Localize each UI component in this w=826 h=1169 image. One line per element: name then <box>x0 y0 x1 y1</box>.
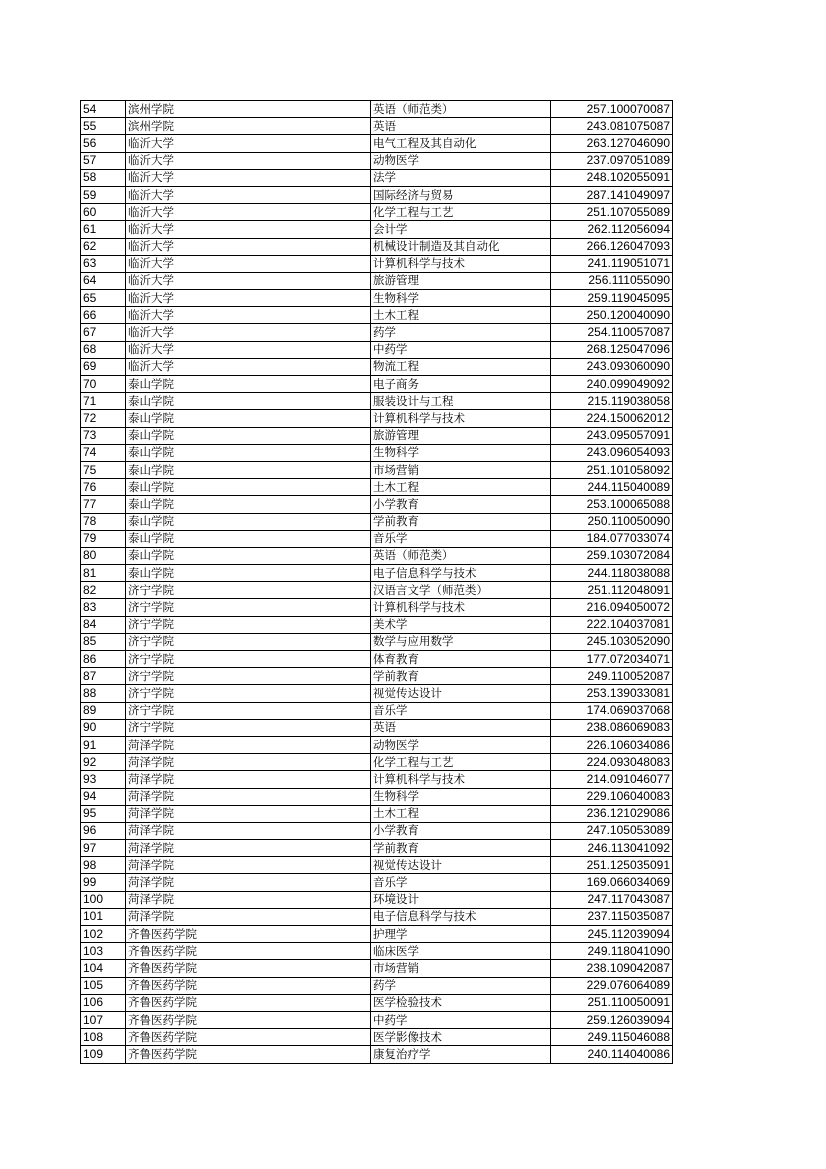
table-row <box>81 358 673 375</box>
score-cell: 226.106034086 <box>551 736 673 753</box>
table-row <box>81 926 673 943</box>
school-name-cell: 泰山学院 <box>126 547 371 564</box>
score-cell: 214.091046077 <box>551 771 673 788</box>
row-number-cell: 74 <box>81 444 126 461</box>
major-name-cell: 法学 <box>371 169 551 186</box>
major-name-cell: 学前教育 <box>371 668 551 685</box>
table-row <box>81 633 673 650</box>
table-row <box>81 530 673 547</box>
school-name-cell: 菏泽学院 <box>126 754 371 771</box>
table-row <box>81 152 673 169</box>
school-name-cell: 菏泽学院 <box>126 822 371 839</box>
table-row <box>81 754 673 771</box>
row-number-cell: 57 <box>81 152 126 169</box>
table-row <box>81 135 673 152</box>
major-name-cell: 护理学 <box>371 926 551 943</box>
table-row <box>81 513 673 530</box>
row-number-cell: 107 <box>81 1011 126 1028</box>
school-name-cell: 菏泽学院 <box>126 891 371 908</box>
school-name-cell: 齐鲁医药学院 <box>126 1011 371 1028</box>
score-cell: 243.081075087 <box>551 118 673 135</box>
score-cell: 250.120040090 <box>551 307 673 324</box>
major-name-cell: 市场营销 <box>371 960 551 977</box>
table-row <box>81 891 673 908</box>
row-number-cell: 70 <box>81 376 126 393</box>
school-name-cell: 泰山学院 <box>126 410 371 427</box>
table-row <box>81 668 673 685</box>
school-name-cell: 滨州学院 <box>126 101 371 118</box>
table-row <box>81 427 673 444</box>
score-cell: 253.139033081 <box>551 685 673 702</box>
school-name-cell: 齐鲁医药学院 <box>126 977 371 994</box>
school-name-cell: 泰山学院 <box>126 393 371 410</box>
major-name-cell: 电子商务 <box>371 376 551 393</box>
major-name-cell: 服装设计与工程 <box>371 393 551 410</box>
school-name-cell: 临沂大学 <box>126 135 371 152</box>
score-cell: 245.103052090 <box>551 633 673 650</box>
school-name-cell: 泰山学院 <box>126 427 371 444</box>
school-name-cell: 临沂大学 <box>126 255 371 272</box>
major-name-cell: 电子信息科学与技术 <box>371 565 551 582</box>
major-name-cell: 视觉传达设计 <box>371 857 551 874</box>
school-name-cell: 泰山学院 <box>126 496 371 513</box>
row-number-cell: 102 <box>81 926 126 943</box>
major-name-cell: 电气工程及其自动化 <box>371 135 551 152</box>
school-name-cell: 临沂大学 <box>126 186 371 203</box>
major-name-cell: 临床医学 <box>371 943 551 960</box>
row-number-cell: 98 <box>81 857 126 874</box>
row-number-cell: 82 <box>81 582 126 599</box>
score-cell: 259.119045095 <box>551 290 673 307</box>
row-number-cell: 108 <box>81 1029 126 1046</box>
row-number-cell: 60 <box>81 204 126 221</box>
table-row <box>81 221 673 238</box>
score-cell: 249.115046088 <box>551 1029 673 1046</box>
school-name-cell: 泰山学院 <box>126 513 371 530</box>
table-row <box>81 977 673 994</box>
school-name-cell: 泰山学院 <box>126 376 371 393</box>
score-cell: 243.096054093 <box>551 444 673 461</box>
major-name-cell: 英语（师范类） <box>371 101 551 118</box>
major-name-cell: 化学工程与工艺 <box>371 754 551 771</box>
row-number-cell: 63 <box>81 255 126 272</box>
row-number-cell: 95 <box>81 805 126 822</box>
score-cell: 251.112048091 <box>551 582 673 599</box>
row-number-cell: 100 <box>81 891 126 908</box>
table-row <box>81 719 673 736</box>
major-name-cell: 体育教育 <box>371 651 551 668</box>
table-row <box>81 840 673 857</box>
major-name-cell: 动物医学 <box>371 152 551 169</box>
school-name-cell: 泰山学院 <box>126 479 371 496</box>
major-name-cell: 计算机科学与技术 <box>371 771 551 788</box>
score-cell: 236.121029086 <box>551 805 673 822</box>
table-row <box>81 685 673 702</box>
row-number-cell: 92 <box>81 754 126 771</box>
school-name-cell: 临沂大学 <box>126 290 371 307</box>
major-name-cell: 中药学 <box>371 1011 551 1028</box>
score-cell: 243.095057091 <box>551 427 673 444</box>
score-cell: 266.126047093 <box>551 238 673 255</box>
school-name-cell: 济宁学院 <box>126 582 371 599</box>
table-row <box>81 857 673 874</box>
table-row <box>81 186 673 203</box>
major-name-cell: 土木工程 <box>371 805 551 822</box>
row-number-cell: 105 <box>81 977 126 994</box>
row-number-cell: 64 <box>81 272 126 289</box>
school-name-cell: 济宁学院 <box>126 719 371 736</box>
school-name-cell: 齐鲁医药学院 <box>126 926 371 943</box>
score-cell: 237.097051089 <box>551 152 673 169</box>
major-name-cell: 英语 <box>371 719 551 736</box>
major-name-cell: 旅游管理 <box>371 272 551 289</box>
score-cell: 248.102055091 <box>551 169 673 186</box>
major-name-cell: 医学检验技术 <box>371 994 551 1011</box>
score-cell: 237.115035087 <box>551 908 673 925</box>
score-cell: 229.106040083 <box>551 788 673 805</box>
row-number-cell: 54 <box>81 101 126 118</box>
row-number-cell: 89 <box>81 702 126 719</box>
school-name-cell: 菏泽学院 <box>126 788 371 805</box>
score-cell: 251.110050091 <box>551 994 673 1011</box>
score-cell: 244.115040089 <box>551 479 673 496</box>
school-name-cell: 济宁学院 <box>126 702 371 719</box>
school-name-cell: 临沂大学 <box>126 307 371 324</box>
table-row <box>81 101 673 118</box>
table-row <box>81 1029 673 1046</box>
school-name-cell: 菏泽学院 <box>126 874 371 891</box>
major-name-cell: 物流工程 <box>371 358 551 375</box>
score-cell: 263.127046090 <box>551 135 673 152</box>
major-name-cell: 小学教育 <box>371 496 551 513</box>
major-name-cell: 音乐学 <box>371 702 551 719</box>
school-name-cell: 泰山学院 <box>126 565 371 582</box>
major-name-cell: 计算机科学与技术 <box>371 599 551 616</box>
table-row <box>81 822 673 839</box>
score-cell: 241.119051071 <box>551 255 673 272</box>
table-row <box>81 771 673 788</box>
table-row <box>81 324 673 341</box>
major-name-cell: 计算机科学与技术 <box>371 255 551 272</box>
major-name-cell: 生物科学 <box>371 788 551 805</box>
school-name-cell: 济宁学院 <box>126 599 371 616</box>
major-name-cell: 化学工程与工艺 <box>371 204 551 221</box>
score-cell: 184.077033074 <box>551 530 673 547</box>
table-row <box>81 788 673 805</box>
row-number-cell: 104 <box>81 960 126 977</box>
score-cell: 251.125035091 <box>551 857 673 874</box>
table-row <box>81 118 673 135</box>
school-name-cell: 临沂大学 <box>126 272 371 289</box>
table-row <box>81 565 673 582</box>
table-row <box>81 943 673 960</box>
school-name-cell: 临沂大学 <box>126 324 371 341</box>
table-row <box>81 994 673 1011</box>
major-name-cell: 生物科学 <box>371 290 551 307</box>
major-name-cell: 药学 <box>371 324 551 341</box>
row-number-cell: 58 <box>81 169 126 186</box>
school-name-cell: 齐鲁医药学院 <box>126 994 371 1011</box>
major-name-cell: 生物科学 <box>371 444 551 461</box>
major-name-cell: 小学教育 <box>371 822 551 839</box>
row-number-cell: 67 <box>81 324 126 341</box>
table-row <box>81 479 673 496</box>
school-name-cell: 临沂大学 <box>126 204 371 221</box>
row-number-cell: 77 <box>81 496 126 513</box>
major-name-cell: 环境设计 <box>371 891 551 908</box>
score-cell: 216.094050072 <box>551 599 673 616</box>
row-number-cell: 65 <box>81 290 126 307</box>
table-row <box>81 307 673 324</box>
score-cell: 251.107055089 <box>551 204 673 221</box>
major-name-cell: 会计学 <box>371 221 551 238</box>
table-row <box>81 238 673 255</box>
major-name-cell: 学前教育 <box>371 840 551 857</box>
major-name-cell: 数学与应用数学 <box>371 633 551 650</box>
row-number-cell: 66 <box>81 307 126 324</box>
school-name-cell: 齐鲁医药学院 <box>126 1046 371 1063</box>
row-number-cell: 84 <box>81 616 126 633</box>
row-number-cell: 56 <box>81 135 126 152</box>
major-name-cell: 汉语言文学（师范类） <box>371 582 551 599</box>
score-cell: 250.110050090 <box>551 513 673 530</box>
row-number-cell: 90 <box>81 719 126 736</box>
score-cell: 249.110052087 <box>551 668 673 685</box>
row-number-cell: 80 <box>81 547 126 564</box>
school-name-cell: 齐鲁医药学院 <box>126 960 371 977</box>
table-row <box>81 651 673 668</box>
score-cell: 215.119038058 <box>551 393 673 410</box>
table-row <box>81 582 673 599</box>
score-cell: 224.093048083 <box>551 754 673 771</box>
table-row <box>81 908 673 925</box>
major-name-cell: 动物医学 <box>371 736 551 753</box>
table-row <box>81 616 673 633</box>
table-row <box>81 736 673 753</box>
major-name-cell: 市场营销 <box>371 461 551 478</box>
score-cell: 268.125047096 <box>551 341 673 358</box>
school-name-cell: 济宁学院 <box>126 633 371 650</box>
row-number-cell: 101 <box>81 908 126 925</box>
major-name-cell: 音乐学 <box>371 530 551 547</box>
score-cell: 259.103072084 <box>551 547 673 564</box>
row-number-cell: 68 <box>81 341 126 358</box>
table-row <box>81 1046 673 1063</box>
score-cell: 240.099049092 <box>551 376 673 393</box>
score-cell: 254.110057087 <box>551 324 673 341</box>
table-row <box>81 461 673 478</box>
score-cell: 245.112039094 <box>551 926 673 943</box>
table-row <box>81 410 673 427</box>
row-number-cell: 59 <box>81 186 126 203</box>
row-number-cell: 96 <box>81 822 126 839</box>
row-number-cell: 73 <box>81 427 126 444</box>
row-number-cell: 86 <box>81 651 126 668</box>
score-cell: 177.072034071 <box>551 651 673 668</box>
major-name-cell: 康复治疗学 <box>371 1046 551 1063</box>
row-number-cell: 97 <box>81 840 126 857</box>
table-row <box>81 341 673 358</box>
table-row <box>81 805 673 822</box>
school-name-cell: 菏泽学院 <box>126 805 371 822</box>
major-name-cell: 机械设计制造及其自动化 <box>371 238 551 255</box>
row-number-cell: 55 <box>81 118 126 135</box>
school-name-cell: 菏泽学院 <box>126 771 371 788</box>
row-number-cell: 109 <box>81 1046 126 1063</box>
table-row <box>81 169 673 186</box>
major-name-cell: 学前教育 <box>371 513 551 530</box>
table-row <box>81 496 673 513</box>
score-cell: 257.100070087 <box>551 101 673 118</box>
score-cell: 262.112056094 <box>551 221 673 238</box>
row-number-cell: 93 <box>81 771 126 788</box>
table-row <box>81 599 673 616</box>
school-name-cell: 临沂大学 <box>126 341 371 358</box>
score-cell: 174.069037068 <box>551 702 673 719</box>
school-name-cell: 临沂大学 <box>126 169 371 186</box>
score-cell: 287.141049097 <box>551 186 673 203</box>
score-cell: 238.086069083 <box>551 719 673 736</box>
school-name-cell: 菏泽学院 <box>126 736 371 753</box>
major-name-cell: 电子信息科学与技术 <box>371 908 551 925</box>
row-number-cell: 76 <box>81 479 126 496</box>
major-name-cell: 英语（师范类） <box>371 547 551 564</box>
table-row <box>81 547 673 564</box>
school-name-cell: 滨州学院 <box>126 118 371 135</box>
major-name-cell: 美术学 <box>371 616 551 633</box>
row-number-cell: 75 <box>81 461 126 478</box>
major-name-cell: 英语 <box>371 118 551 135</box>
row-number-cell: 91 <box>81 736 126 753</box>
school-name-cell: 齐鲁医药学院 <box>126 943 371 960</box>
school-name-cell: 齐鲁医药学院 <box>126 1029 371 1046</box>
school-name-cell: 济宁学院 <box>126 685 371 702</box>
major-name-cell: 药学 <box>371 977 551 994</box>
major-name-cell: 视觉传达设计 <box>371 685 551 702</box>
table-row <box>81 290 673 307</box>
school-name-cell: 临沂大学 <box>126 238 371 255</box>
row-number-cell: 106 <box>81 994 126 1011</box>
table-row <box>81 376 673 393</box>
score-cell: 243.093060090 <box>551 358 673 375</box>
table-body <box>81 101 673 1064</box>
score-cell: 244.118038088 <box>551 565 673 582</box>
row-number-cell: 103 <box>81 943 126 960</box>
row-number-cell: 94 <box>81 788 126 805</box>
score-cell: 222.104037081 <box>551 616 673 633</box>
table-row <box>81 1011 673 1028</box>
score-cell: 253.100065088 <box>551 496 673 513</box>
row-number-cell: 85 <box>81 633 126 650</box>
major-name-cell: 音乐学 <box>371 874 551 891</box>
row-number-cell: 79 <box>81 530 126 547</box>
row-number-cell: 99 <box>81 874 126 891</box>
school-name-cell: 泰山学院 <box>126 530 371 547</box>
school-name-cell: 临沂大学 <box>126 358 371 375</box>
score-cell: 247.105053089 <box>551 822 673 839</box>
row-number-cell: 71 <box>81 393 126 410</box>
major-name-cell: 土木工程 <box>371 479 551 496</box>
score-cell: 247.117043087 <box>551 891 673 908</box>
score-cell: 246.113041092 <box>551 840 673 857</box>
school-name-cell: 菏泽学院 <box>126 908 371 925</box>
school-name-cell: 济宁学院 <box>126 616 371 633</box>
major-name-cell: 计算机科学与技术 <box>371 410 551 427</box>
score-cell: 240.114040086 <box>551 1046 673 1063</box>
score-cell: 249.118041090 <box>551 943 673 960</box>
table-row <box>81 702 673 719</box>
score-cell: 238.109042087 <box>551 960 673 977</box>
row-number-cell: 62 <box>81 238 126 255</box>
table-row <box>81 393 673 410</box>
table-row <box>81 444 673 461</box>
row-number-cell: 81 <box>81 565 126 582</box>
school-name-cell: 临沂大学 <box>126 152 371 169</box>
table-row <box>81 204 673 221</box>
table-row <box>81 874 673 891</box>
row-number-cell: 87 <box>81 668 126 685</box>
score-cell: 169.066034069 <box>551 874 673 891</box>
school-name-cell: 济宁学院 <box>126 651 371 668</box>
table-row <box>81 960 673 977</box>
score-cell: 229.076064089 <box>551 977 673 994</box>
row-number-cell: 83 <box>81 599 126 616</box>
score-cell: 224.150062012 <box>551 410 673 427</box>
major-name-cell: 中药学 <box>371 341 551 358</box>
major-name-cell: 国际经济与贸易 <box>371 186 551 203</box>
table-row <box>81 255 673 272</box>
table-row <box>81 272 673 289</box>
score-cell: 251.101058092 <box>551 461 673 478</box>
row-number-cell: 61 <box>81 221 126 238</box>
school-name-cell: 泰山学院 <box>126 461 371 478</box>
school-name-cell: 菏泽学院 <box>126 857 371 874</box>
score-cell: 259.126039094 <box>551 1011 673 1028</box>
row-number-cell: 78 <box>81 513 126 530</box>
row-number-cell: 69 <box>81 358 126 375</box>
admission-score-table <box>80 100 673 1064</box>
school-name-cell: 泰山学院 <box>126 444 371 461</box>
major-name-cell: 旅游管理 <box>371 427 551 444</box>
row-number-cell: 88 <box>81 685 126 702</box>
school-name-cell: 菏泽学院 <box>126 840 371 857</box>
school-name-cell: 临沂大学 <box>126 221 371 238</box>
score-cell: 256.111055090 <box>551 272 673 289</box>
major-name-cell: 土木工程 <box>371 307 551 324</box>
school-name-cell: 济宁学院 <box>126 668 371 685</box>
row-number-cell: 72 <box>81 410 126 427</box>
major-name-cell: 医学影像技术 <box>371 1029 551 1046</box>
